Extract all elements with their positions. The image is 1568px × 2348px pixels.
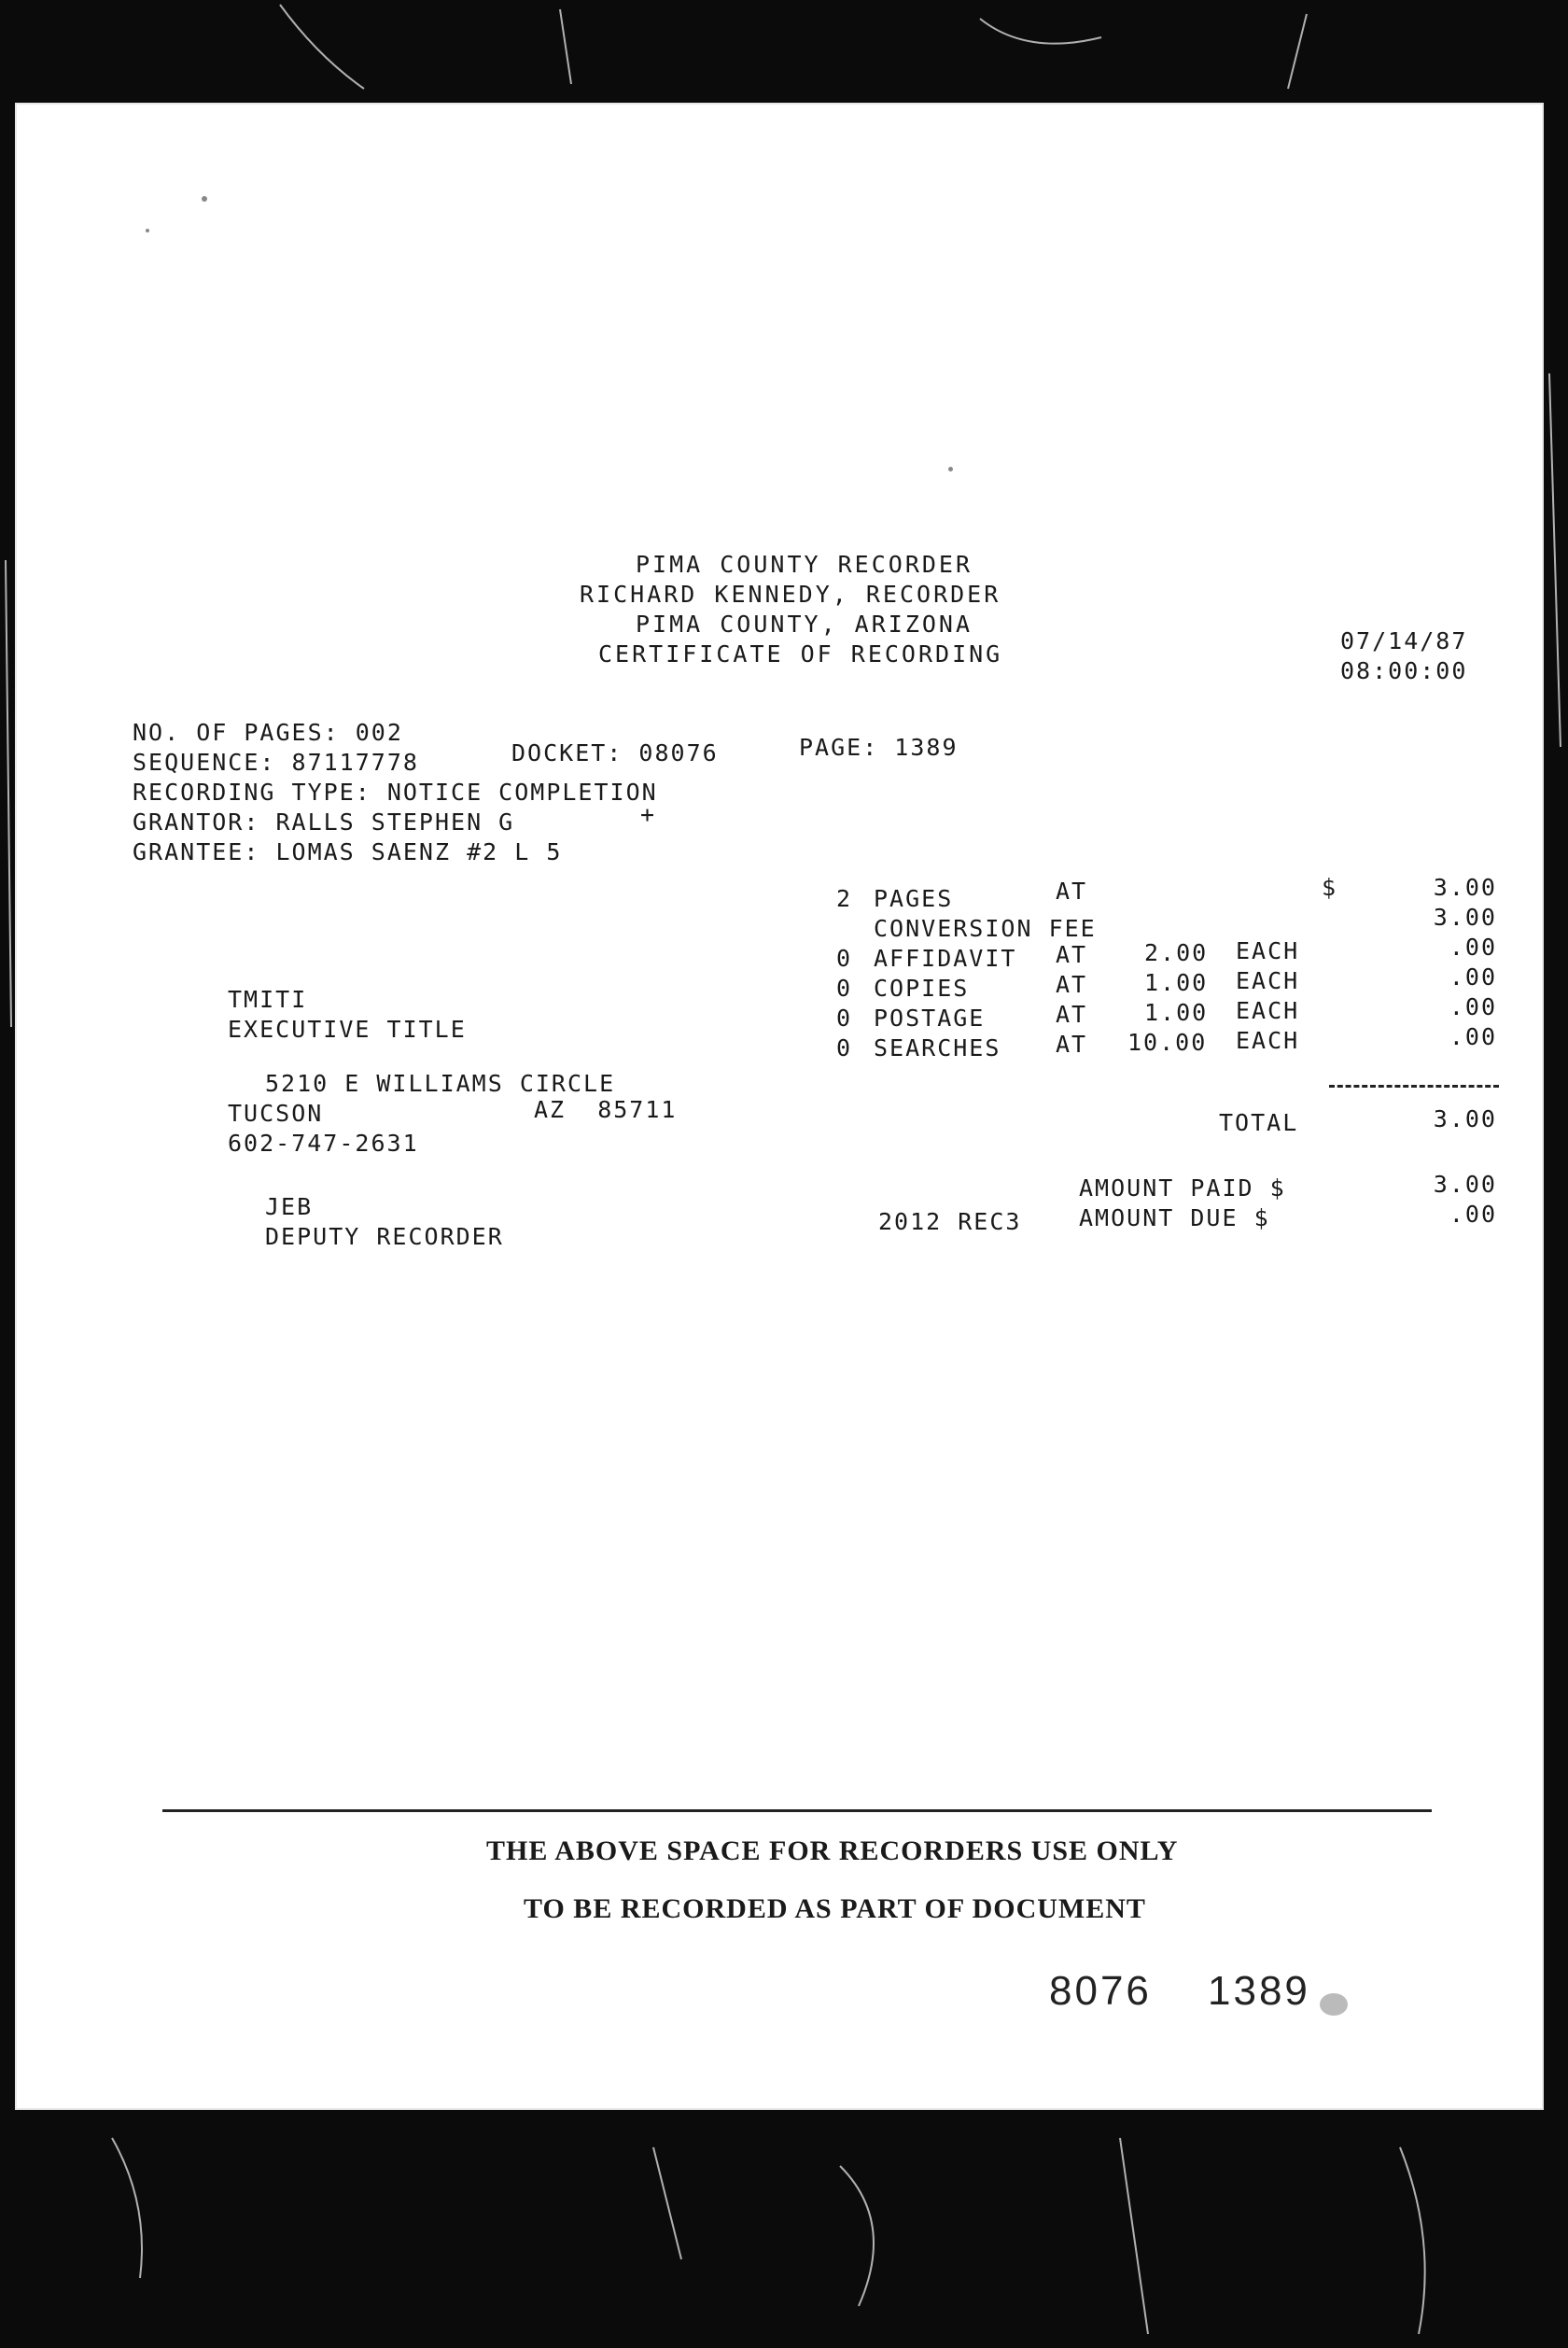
- fee-rate: 10.00: [1127, 1029, 1208, 1056]
- fee-qty: 0: [836, 1005, 853, 1032]
- page-number: PAGE: 1389: [799, 734, 959, 761]
- amount-due-value: .00: [1449, 1201, 1497, 1228]
- addressee-phone: 602-747-2631: [228, 1130, 419, 1157]
- docket-number: DOCKET: 08076: [511, 739, 719, 766]
- grantor-mark: +: [640, 801, 657, 828]
- scan-speck: [948, 467, 953, 471]
- fee-at: AT: [1056, 1031, 1088, 1058]
- docket-stamp: 8076: [1049, 1968, 1152, 2014]
- fee-at: AT: [1056, 1001, 1088, 1028]
- fee-rate: 1.00: [1144, 999, 1209, 1026]
- fee-amount: .00: [1449, 993, 1497, 1020]
- fee-amount: .00: [1449, 1023, 1497, 1050]
- clerk-initials: JEB: [265, 1193, 314, 1220]
- total-divider: [1329, 1085, 1499, 1088]
- fee-item: PAGES: [874, 885, 954, 912]
- recording-certificate-page: [15, 103, 1544, 2110]
- addressee-street: 5210 E WILLIAMS CIRCLE: [265, 1070, 616, 1097]
- amount-paid-value: 3.00: [1433, 1171, 1497, 1198]
- number-of-pages: NO. OF PAGES: 002: [133, 719, 403, 746]
- total-value: 3.00: [1433, 1105, 1497, 1132]
- fee-amount: .00: [1449, 934, 1497, 961]
- fee-currency: $: [1322, 874, 1338, 901]
- header-office-title: PIMA COUNTY RECORDER: [636, 551, 973, 578]
- sequence-number: SEQUENCE: 87117778: [133, 749, 419, 776]
- fee-item: SEARCHES: [874, 1034, 1001, 1062]
- addressee-code: TMITI: [228, 986, 308, 1013]
- amount-paid-label: AMOUNT PAID $: [1079, 1174, 1286, 1202]
- addressee-state-zip: AZ 85711: [534, 1096, 678, 1123]
- fee-each: EACH: [1236, 1027, 1300, 1054]
- fee-rate: 1.00: [1144, 969, 1209, 996]
- fee-each: EACH: [1236, 937, 1300, 964]
- fee-qty: 0: [836, 975, 853, 1002]
- record-as-part-notice: TO BE RECORDED AS PART OF DOCUMENT: [524, 1893, 1146, 1924]
- fee-amount: .00: [1449, 963, 1497, 991]
- recording-time: 08:00:00: [1340, 657, 1468, 684]
- addressee-name: EXECUTIVE TITLE: [228, 1016, 467, 1043]
- fee-at: AT: [1056, 878, 1088, 905]
- page-stamp: 1389: [1208, 1968, 1310, 2014]
- fee-at: AT: [1056, 971, 1088, 998]
- header-county-state: PIMA COUNTY, ARIZONA: [636, 611, 973, 638]
- scan-speck: [1320, 1993, 1348, 2016]
- fee-each: EACH: [1236, 997, 1300, 1024]
- scan-speck: [146, 229, 149, 232]
- fee-each: EACH: [1236, 967, 1300, 994]
- total-label: TOTAL: [1219, 1109, 1299, 1136]
- amount-due-label: AMOUNT DUE $: [1079, 1204, 1270, 1231]
- fee-item: CONVERSION FEE: [874, 915, 1097, 942]
- recorder-space-notice: THE ABOVE SPACE FOR RECORDERS USE ONLY: [486, 1835, 1179, 1866]
- header-certificate-title: CERTIFICATE OF RECORDING: [598, 640, 1003, 668]
- addressee-city: TUCSON: [228, 1100, 324, 1127]
- recorder-space-rule: [162, 1809, 1432, 1812]
- clerk-title: DEPUTY RECORDER: [265, 1223, 504, 1250]
- grantor: GRANTOR: RALLS STEPHEN G: [133, 808, 515, 836]
- fee-rate: 2.00: [1144, 939, 1209, 966]
- header-recorder-name: RICHARD KENNEDY, RECORDER: [580, 581, 1001, 608]
- recording-type: RECORDING TYPE: NOTICE COMPLETION: [133, 779, 658, 806]
- fee-qty: 0: [836, 945, 853, 972]
- fee-at: AT: [1056, 941, 1088, 968]
- fee-qty: 0: [836, 1034, 853, 1062]
- fee-qty: 2: [836, 885, 853, 912]
- fee-item: COPIES: [874, 975, 970, 1002]
- fee-amount: 3.00: [1433, 874, 1497, 901]
- fee-amount: 3.00: [1433, 904, 1497, 931]
- scan-speck: [202, 196, 207, 202]
- recording-date: 07/14/87: [1340, 627, 1468, 654]
- fee-item: AFFIDAVIT: [874, 945, 1017, 972]
- fee-item: POSTAGE: [874, 1005, 986, 1032]
- register-code: 2012 REC3: [878, 1208, 1022, 1235]
- grantee: GRANTEE: LOMAS SAENZ #2 L 5: [133, 838, 563, 865]
